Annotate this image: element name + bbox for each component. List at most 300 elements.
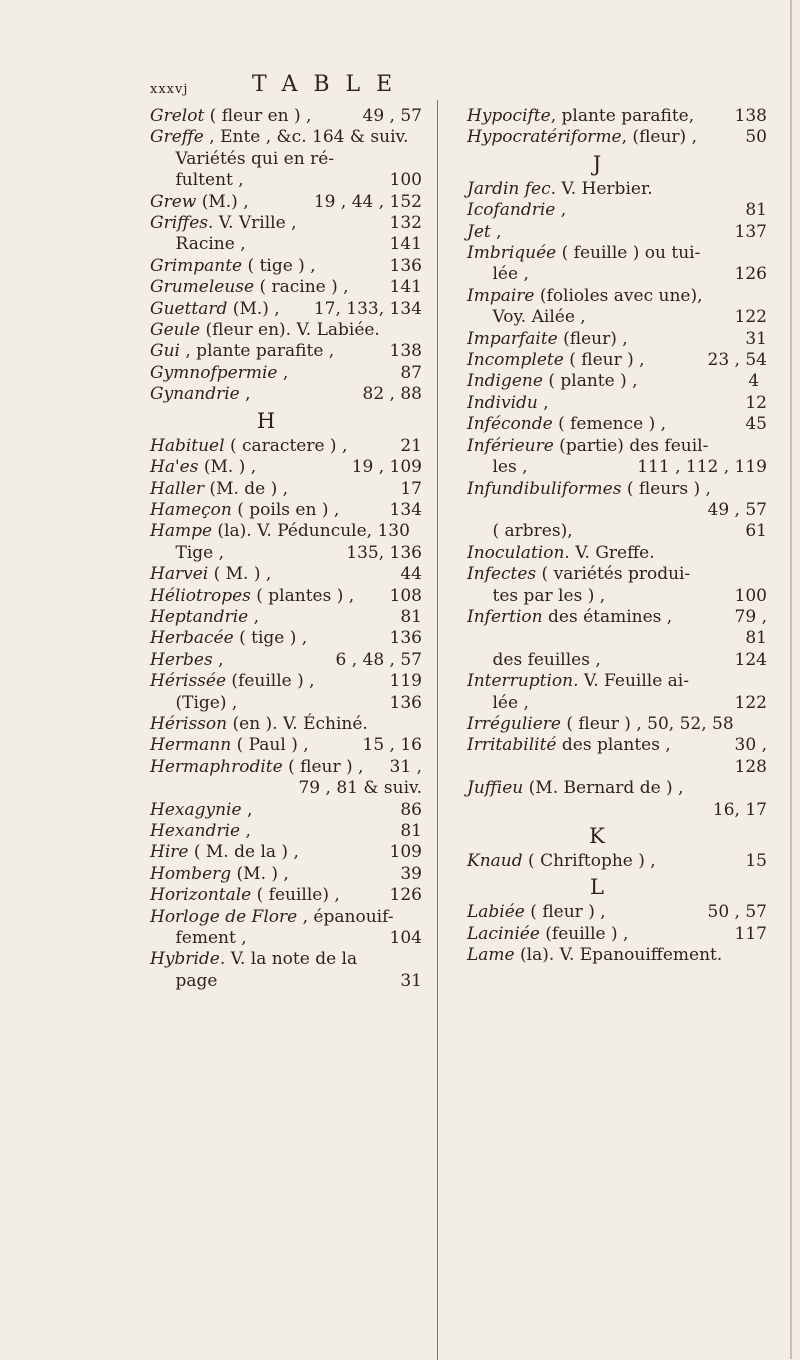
entry-text	[493, 521, 573, 542]
index-entry	[150, 384, 422, 405]
entry-pages: 17	[400, 478, 422, 499]
entry-pages: 135, 136	[346, 542, 422, 563]
entry-pages: 100	[734, 585, 767, 606]
entry-detail: ( fleur ) ,	[282, 756, 364, 777]
entry-term: Infundibuliformes	[467, 478, 622, 499]
entry-pages: 16, 17	[712, 799, 767, 820]
entry-detail: ,	[239, 384, 251, 405]
entry-term: Homberg	[150, 863, 232, 884]
entry-detail: ( Paul ) ,	[231, 735, 309, 756]
index-entry	[150, 928, 422, 949]
entry-pages: 50 , 57	[707, 902, 767, 923]
entry-text	[493, 650, 601, 671]
entry-pages: 79 ,	[734, 606, 767, 627]
index-entry	[150, 564, 422, 585]
index-entry	[150, 213, 422, 234]
entry-detail: ( tige ) ,	[233, 628, 308, 649]
entry-pages: 134	[389, 499, 422, 520]
index-entry	[150, 457, 422, 478]
index-entry	[150, 170, 422, 191]
entry-text	[150, 713, 368, 735]
section-h	[150, 436, 422, 993]
entry-term: Harvei	[150, 564, 209, 585]
entry-detail: (la). V. Epanouiffement.	[514, 945, 723, 966]
entry-text	[493, 307, 586, 328]
page-edge	[790, 0, 792, 1359]
entry-detail: ( poils en ) ,	[231, 499, 340, 520]
index-entry	[150, 714, 422, 735]
entry-detail: (Tige) ,	[175, 692, 238, 713]
entry-text	[467, 671, 689, 692]
index-entry	[150, 864, 422, 885]
entry-detail: ,	[240, 821, 251, 841]
index-entry	[467, 521, 767, 542]
index-entry	[467, 350, 767, 371]
entry-pages: 81	[745, 628, 767, 649]
index-entry	[467, 329, 767, 350]
entry-pages: 124	[734, 649, 767, 670]
entry-text	[467, 735, 671, 756]
entry-detail: fultent ,	[175, 170, 244, 191]
page-title: TABLE	[252, 72, 409, 97]
entry-term: Hermann	[150, 735, 232, 756]
index-entry	[467, 586, 767, 607]
right-column	[467, 106, 767, 967]
entry-pages: 31	[745, 328, 767, 349]
entry-pages: 45	[745, 414, 767, 435]
entry-term: Hexandrie	[150, 821, 241, 841]
entry-text	[176, 928, 247, 949]
entry-text	[467, 902, 606, 923]
entry-text	[493, 586, 606, 607]
entry-detail: ( arbres),	[492, 521, 573, 542]
entry-term: Hérisson	[150, 713, 228, 734]
entry-detail: des feuilles ,	[492, 649, 601, 670]
entry-text	[176, 971, 218, 992]
entry-detail: (folioles avec une),	[534, 285, 703, 306]
entry-term: Inféconde	[467, 414, 553, 435]
entry-text	[176, 170, 244, 191]
index-entry	[150, 949, 422, 970]
index-entry	[150, 543, 422, 564]
entry-detail: (la). V. Péduncule, 130	[212, 521, 410, 542]
index-entry	[467, 735, 767, 756]
entry-term: Labiée	[467, 902, 525, 923]
entry-text	[467, 127, 697, 148]
page-number: xxxvj	[150, 82, 189, 97]
entry-text	[150, 585, 355, 607]
index-entry	[467, 286, 767, 307]
section-g	[150, 106, 422, 406]
index-entry	[467, 457, 767, 478]
entry-text	[493, 264, 529, 285]
index-entry	[467, 307, 767, 328]
entry-detail: Voy. Ailée ,	[492, 307, 586, 328]
entry-term: Heptandrie	[150, 606, 249, 627]
entry-detail: (M. Bernard de ) ,	[523, 778, 684, 799]
entry-pages: 141	[389, 234, 422, 255]
entry-pages: 126	[734, 264, 767, 285]
index-entry	[467, 127, 767, 148]
entry-text	[467, 285, 703, 307]
entry-pages: 19 , 109	[351, 457, 422, 478]
entry-text	[467, 328, 628, 350]
entry-term: Irréguliere	[467, 713, 561, 734]
entry-text	[493, 457, 528, 478]
entry-pages: 126	[389, 885, 422, 906]
entry-text	[467, 178, 653, 200]
entry-term: Hampe	[150, 521, 213, 542]
entry-term: Incomplete	[467, 350, 564, 371]
index-entry	[150, 192, 422, 213]
entry-term: Lame	[467, 945, 515, 966]
entry-detail: , plante parafite,	[550, 106, 695, 126]
index-entry	[150, 693, 422, 714]
entry-term: Hypocifte	[467, 106, 551, 126]
entry-pages: 132	[389, 213, 422, 234]
entry-pages: 109	[389, 842, 422, 863]
entry-text	[150, 127, 409, 148]
entry-detail: ( caractere ) ,	[224, 435, 348, 456]
index-entry	[150, 479, 422, 500]
entry-detail: (en ). V. Échiné.	[227, 713, 368, 734]
entry-pages: 128	[734, 756, 767, 777]
entry-text	[150, 949, 358, 970]
index-entry	[150, 436, 422, 457]
entry-pages: 141	[389, 277, 422, 298]
entry-text	[150, 842, 299, 863]
entry-pages: 44	[400, 564, 422, 585]
entry-detail: (M. de ) ,	[204, 478, 289, 499]
entry-term: Hire	[150, 842, 189, 863]
entry-term: Imbriquée	[467, 243, 557, 264]
entry-pages: 119	[389, 671, 422, 692]
index-entry	[467, 414, 767, 435]
entry-term: Impaire	[467, 285, 535, 306]
section-j	[467, 179, 767, 821]
index-entry	[467, 902, 767, 923]
entry-term: Jardin fec.	[467, 178, 557, 199]
entry-pages: 15 , 16	[362, 735, 422, 756]
entry-detail: (fleur) ,	[557, 328, 628, 349]
entry-text	[150, 213, 297, 234]
entry-pages: 136	[389, 628, 422, 649]
entry-detail: (partie) des feuil-	[553, 435, 709, 456]
entry-pages: 81	[745, 200, 767, 221]
entry-pages: 111 , 112 , 119	[637, 457, 767, 478]
entry-detail: , épanouif-	[297, 906, 394, 927]
entry-text	[467, 200, 567, 221]
section-k	[467, 851, 767, 872]
index-entry	[150, 363, 422, 384]
index-entry	[467, 693, 767, 714]
entry-pages: 4	[748, 371, 760, 392]
index-entry	[467, 671, 767, 692]
index-entry	[150, 586, 422, 607]
entry-detail: ( M. de la ) ,	[188, 842, 299, 863]
index-entry	[150, 778, 422, 799]
entry-detail: ,	[248, 606, 260, 627]
entry-text	[150, 863, 289, 885]
entry-text	[150, 298, 280, 320]
entry-pages: 136	[389, 692, 422, 713]
index-entry	[150, 842, 422, 863]
entry-term: Herbacée	[150, 628, 234, 649]
entry-detail: ( tige ) ,	[242, 255, 316, 276]
entry-term: Geule	[150, 320, 201, 341]
index-entry	[150, 800, 422, 821]
entry-text	[150, 457, 257, 478]
entry-text	[150, 499, 340, 521]
entry-term: Hermaphrodite	[150, 756, 283, 777]
entry-text	[150, 106, 312, 127]
index-entry	[467, 393, 767, 414]
entry-detail: tes par les ) ,	[492, 585, 606, 606]
index-entry	[150, 971, 422, 992]
index-entry	[150, 500, 422, 521]
index-entry	[150, 277, 422, 298]
entry-detail: page	[175, 970, 218, 991]
entry-pages: 31 ,	[389, 756, 422, 777]
entry-text	[150, 735, 309, 756]
entry-detail: lée ,	[492, 692, 529, 713]
entry-pages: 81	[400, 606, 422, 627]
entry-detail: (fleur en). V. Labiée.	[200, 320, 380, 341]
index-entry	[467, 243, 767, 264]
entry-term: Irritabilité	[467, 735, 557, 756]
entry-pages: 49 , 57	[362, 106, 422, 126]
index-entry	[150, 885, 422, 906]
entry-detail: ( feuille ) ou tui-	[556, 243, 701, 264]
entry-detail: 79 , 81 & suiv.	[298, 778, 422, 799]
entry-detail: (M.) ,	[196, 191, 249, 212]
entry-term: Horloge de Flore	[150, 906, 298, 927]
index-entry	[467, 714, 767, 735]
index-entry	[150, 735, 422, 756]
letter-heading-j: J	[592, 151, 602, 176]
entry-term: Gymnofpermie	[150, 362, 278, 383]
index-entry	[467, 179, 767, 200]
entry-term: Greffe	[150, 127, 204, 148]
entry-detail: , (fleur) ,	[621, 127, 697, 148]
index-entry	[150, 127, 422, 148]
index-entry	[150, 521, 422, 542]
left-column	[150, 106, 422, 992]
index-entry	[150, 607, 422, 628]
entry-detail: des plantes ,	[556, 735, 671, 756]
entry-text	[150, 606, 260, 628]
entry-term: Habituel	[150, 435, 225, 456]
entry-text	[467, 371, 638, 392]
entry-pages: 39	[400, 863, 422, 884]
entry-term: Ha'es	[150, 457, 199, 478]
entry-text	[150, 320, 380, 341]
entry-term: Gynandrie	[150, 384, 240, 405]
entry-pages: 17, 133, 134	[313, 298, 422, 319]
entry-text	[150, 821, 251, 842]
index-entry	[467, 371, 767, 392]
section-h-cont	[467, 106, 767, 149]
entry-text	[467, 478, 711, 500]
entry-text	[150, 521, 410, 542]
index-entry	[467, 778, 767, 799]
entry-detail: ( racine ) ,	[254, 277, 349, 298]
entry-detail: (feuille ) ,	[226, 671, 315, 692]
entry-term: Guettard	[150, 298, 228, 319]
entry-text	[150, 756, 364, 778]
entry-term: Herbes	[150, 649, 213, 670]
entry-pages: 50	[745, 127, 767, 148]
section-l	[467, 902, 767, 966]
entry-term: Knaud	[467, 851, 523, 871]
entry-detail: fement ,	[175, 928, 247, 949]
column-rule	[437, 100, 438, 1360]
entry-text	[467, 350, 645, 371]
entry-detail: ( Chriftophe ) ,	[522, 851, 656, 871]
index-entry	[150, 256, 422, 277]
entry-text	[467, 392, 549, 414]
entry-term: Interruption.	[467, 671, 579, 692]
entry-term: Indigene	[467, 371, 543, 392]
entry-text	[467, 851, 656, 872]
entry-detail: ( fleurs ) ,	[621, 478, 711, 499]
entry-text	[467, 414, 667, 435]
entry-text	[467, 713, 734, 735]
entry-detail: (M.) ,	[227, 298, 280, 319]
entry-pages: 104	[389, 928, 422, 949]
entry-detail: ( plante ) ,	[542, 371, 638, 392]
index-entry	[467, 924, 767, 945]
entry-term: Griffes.	[150, 213, 214, 234]
entry-pages: 15	[745, 851, 767, 871]
entry-term: Inférieure	[467, 435, 554, 456]
entry-term: Hybride.	[150, 949, 226, 970]
entry-pages: 30 ,	[734, 735, 767, 756]
entry-pages: 6 , 48 , 57	[335, 649, 422, 670]
entry-term: Individu	[467, 392, 538, 413]
entry-text	[150, 277, 349, 298]
index-entry	[467, 628, 767, 649]
entry-term: Grelot	[150, 106, 205, 126]
page-header	[0, 74, 800, 104]
entry-text	[467, 542, 655, 564]
entry-detail: V. Herbier.	[556, 178, 653, 199]
entry-term: Hypocratériforme	[467, 127, 622, 148]
entry-pages: 49 , 57	[707, 499, 767, 520]
entry-text	[176, 149, 335, 170]
entry-text	[150, 384, 251, 405]
entry-pages: 61	[745, 521, 767, 542]
entry-text	[467, 945, 723, 966]
entry-pages: 86	[400, 799, 422, 820]
entry-detail: , Ente , &c. 164 & suiv.	[203, 127, 409, 148]
entry-detail: ( fleur ) ,	[524, 902, 606, 923]
entry-text	[467, 564, 691, 585]
index-entry	[467, 543, 767, 564]
index-entry	[467, 564, 767, 585]
entry-text	[150, 564, 272, 585]
index-entry	[150, 821, 422, 842]
index-entry	[150, 149, 422, 170]
index-entry	[467, 607, 767, 628]
index-entry	[150, 650, 422, 671]
entry-pages: 122	[734, 692, 767, 713]
entry-term: Horizontale	[150, 885, 252, 906]
entry-text	[176, 543, 225, 564]
entry-detail: ,	[241, 799, 253, 820]
entry-pages: 108	[389, 585, 422, 606]
entry-detail: ( M. ) ,	[208, 564, 272, 585]
index-entry	[150, 671, 422, 692]
entry-text	[150, 671, 315, 692]
entry-text	[467, 435, 709, 457]
index-entry	[467, 757, 767, 778]
entry-text	[150, 649, 224, 671]
index-entry	[150, 341, 422, 362]
entry-detail: V. la note de la	[225, 949, 358, 970]
entry-term: Grimpante	[150, 255, 243, 276]
entry-detail: des étamines ,	[542, 606, 673, 627]
index-entry	[467, 650, 767, 671]
entry-detail: V. Greffe.	[569, 542, 655, 563]
entry-detail: ,	[490, 221, 502, 242]
index-entry	[150, 628, 422, 649]
entry-detail: Variétés qui en ré-	[175, 148, 335, 169]
index-entry	[467, 436, 767, 457]
entry-text	[467, 778, 684, 799]
entry-pages: 136	[389, 255, 422, 276]
entry-pages: 21	[400, 435, 422, 456]
letter-heading-h: H	[256, 408, 276, 433]
entry-detail: les ,	[492, 457, 528, 478]
entry-pages: 19 , 44 , 152	[313, 191, 422, 212]
entry-text	[150, 478, 289, 500]
entry-detail: V. Feuille ai-	[578, 671, 689, 692]
index-entry	[150, 299, 422, 320]
index-entry	[467, 851, 767, 872]
index-entry	[467, 800, 767, 821]
entry-detail: ( femence ) ,	[552, 414, 667, 435]
entry-term: Gui	[150, 341, 180, 362]
entry-detail: Tige ,	[175, 542, 225, 563]
entry-detail: ,	[212, 649, 224, 670]
entry-detail: V. Vrille ,	[213, 213, 297, 234]
entry-pages: 137	[734, 221, 767, 242]
entry-pages: 12	[745, 392, 767, 413]
entry-text	[467, 923, 629, 945]
entry-term: Laciniée	[467, 923, 540, 944]
entry-detail: ,	[555, 200, 567, 221]
entry-pages: 87	[400, 362, 422, 383]
entry-term: Infectes	[467, 564, 537, 585]
entry-pages: 82 , 88	[362, 384, 422, 405]
entry-detail: (M. ) ,	[231, 863, 289, 884]
entry-text	[176, 693, 238, 714]
index-entry	[150, 234, 422, 255]
entry-text	[150, 799, 253, 821]
index-entry	[150, 320, 422, 341]
entry-detail: ( plantes ) ,	[250, 585, 355, 606]
entry-text	[150, 628, 308, 649]
entry-term: Inoculation.	[467, 542, 570, 563]
entry-text	[467, 243, 701, 264]
entry-term: Grew	[150, 191, 197, 212]
entry-detail: ( fleur en ) ,	[204, 106, 312, 126]
entry-term: Jet	[467, 221, 491, 242]
entry-pages: 100	[389, 170, 422, 191]
entry-pages: 31	[400, 970, 422, 991]
entry-detail: , plante parafite ,	[179, 341, 335, 362]
